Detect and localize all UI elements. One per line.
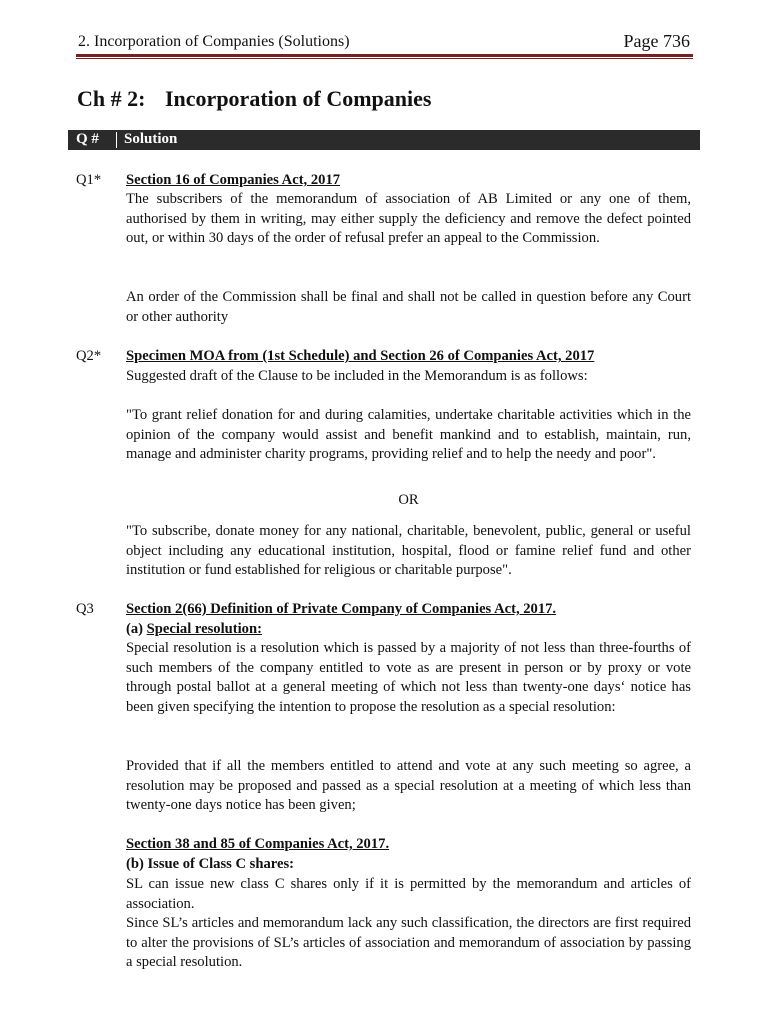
q1-heading: Section 16 of Companies Act, 2017: [126, 172, 341, 188]
page-number: Page 736: [623, 31, 690, 51]
header-rule-thick: [76, 54, 693, 57]
q2-or-separator: OR: [398, 492, 419, 508]
q2-quote-2: "To subscribe, donate money for any national, charitable, benevolent, public, general or useful object including any educational institution, hospital, flood or famine relief fund and other institution or fund established for religious or charitable purpose".: [126, 523, 691, 578]
q2-intro: Suggested draft of the Clause to be included in the Memorandum is as follows:: [126, 368, 588, 384]
column-header-question: Q #: [76, 131, 99, 147]
q3-paragraph-a2: Provided that if all the members entitled to attend and vote at any such meeting so agree, a resolution may be proposed and passed as a special resolution at a meeting of which less than twenty-one days notice has been given;: [126, 758, 691, 813]
q3-subheading-a: (a) Special resolution:: [126, 621, 262, 637]
q3-paragraph-b2: Since SL’s articles and memorandum lack any such classification, the directors are first required to alter the provisions of SL’s articles of association and memorandum of association by passing a special resolution.: [126, 915, 691, 970]
chapter-name: Incorporation of Companies: [165, 86, 432, 111]
question-label-q2: Q2*: [76, 348, 102, 364]
column-header-solution: Solution: [124, 131, 178, 147]
table-header-bar: [68, 130, 700, 150]
header-title: 2. Incorporation of Companies (Solutions): [78, 33, 350, 50]
column-divider: [116, 132, 117, 148]
header-rule-thin: [76, 58, 693, 59]
q1-paragraph-2: An order of the Commission shall be final and shall not be called in question before any Court or other authority: [126, 289, 691, 325]
running-header: [78, 30, 690, 56]
q3-subheading-b: (b) Issue of Class C shares:: [126, 856, 294, 872]
q3-heading-b: Section 38 and 85 of Companies Act, 2017.: [126, 836, 390, 852]
q3-paragraph-a1: Special resolution is a resolution which is passed by a majority of not less than three-fourths of such members of the company entitled to vote as are present in person or by proxy or vote through postal ballot at a general meeting of which not less than twenty-one days‘ notice has been given specifying the intention to propose the resolution as a special resolution:: [126, 640, 691, 715]
q1-paragraph-1: The subscribers of the memorandum of association of AB Limited or any one of them, authorised by them in writing, may either supply the deficiency and remove the defect pointed out, or within 30 days of the order of refusal prefer an appeal to the Commission.: [126, 191, 691, 246]
q3-heading-a: Section 2(66) Definition of Private Company of Companies Act, 2017.: [126, 601, 557, 617]
q2-heading: Specimen MOA from (1st Schedule) and Section 26 of Companies Act, 2017: [126, 348, 595, 364]
question-label-q1: Q1*: [76, 172, 102, 188]
q3-paragraph-b1: SL can issue new class C shares only if it is permitted by the memorandum and articles of association.: [126, 876, 691, 912]
chapter-number: Ch # 2:: [77, 86, 146, 111]
q2-quote-1: "To grant relief donation for and during calamities, undertake charitable activities which in the opinion of the company would assist and benefit mankind and to establish, maintain, run, manage and administer charity programs, providing relief and to help the needy and poor".: [126, 407, 691, 462]
chapter-title: [77, 86, 431, 112]
question-label-q3: Q3: [76, 601, 94, 617]
